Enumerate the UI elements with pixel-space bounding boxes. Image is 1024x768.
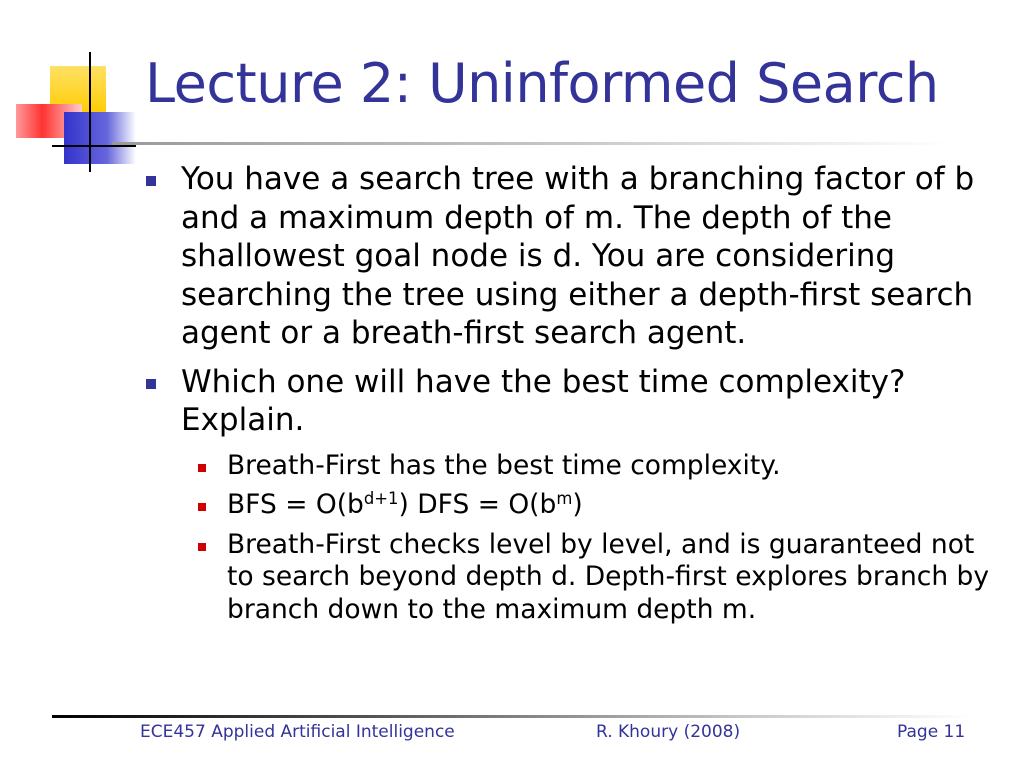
bullet-item bbox=[145, 363, 1005, 440]
blue-square bbox=[64, 112, 136, 164]
decorative-corner-graphic bbox=[0, 0, 160, 180]
sub-bullet-text: Breath-First has the best time complexity. bbox=[227, 449, 781, 481]
square-bullet-icon bbox=[146, 379, 156, 389]
dfs-exponent: m bbox=[556, 488, 573, 508]
dfs-prefix: ) DFS = O(b bbox=[398, 489, 557, 520]
sub-bullet-item bbox=[193, 450, 1005, 483]
bfs-exponent: d+1 bbox=[363, 488, 399, 508]
bullet-text: You have a search tree with a branching factor of b and a maximum depth of m. The depth of the shallowest goal node is d. You are considering searching the tree using either a depth-first search agent or a breath-first search agent. bbox=[181, 161, 975, 351]
sub-bullet-text: Breath-First checks level by level, and is guaranteed not to search beyond depth d. Depth-first explores branch by branch down to the maximum depth m. bbox=[227, 528, 990, 625]
slide-body bbox=[145, 160, 1005, 633]
bullet-item bbox=[145, 160, 1005, 353]
bfs-prefix: BFS = O(b bbox=[227, 489, 364, 520]
slide-title: Lecture 2: Uninformed Search bbox=[145, 52, 939, 115]
footer-author: R. Khoury (2008) bbox=[596, 722, 741, 742]
complexity-formula bbox=[227, 489, 583, 520]
footer-divider bbox=[52, 715, 972, 718]
footer-page-number: Page 11 bbox=[897, 722, 966, 742]
sub-bullet-item bbox=[193, 529, 1005, 627]
square-bullet-icon bbox=[198, 503, 206, 511]
square-bullet-icon bbox=[146, 176, 156, 186]
title-underline bbox=[112, 142, 952, 145]
square-bullet-icon bbox=[198, 543, 206, 551]
formula-suffix: ) bbox=[572, 489, 583, 520]
bullet-text: Which one will have the best time complexity? Explain. bbox=[181, 363, 906, 438]
footer-course: ECE457 Applied Artificial Intelligence bbox=[140, 722, 455, 742]
square-bullet-icon bbox=[198, 464, 206, 472]
sub-bullet-item bbox=[193, 489, 1005, 522]
